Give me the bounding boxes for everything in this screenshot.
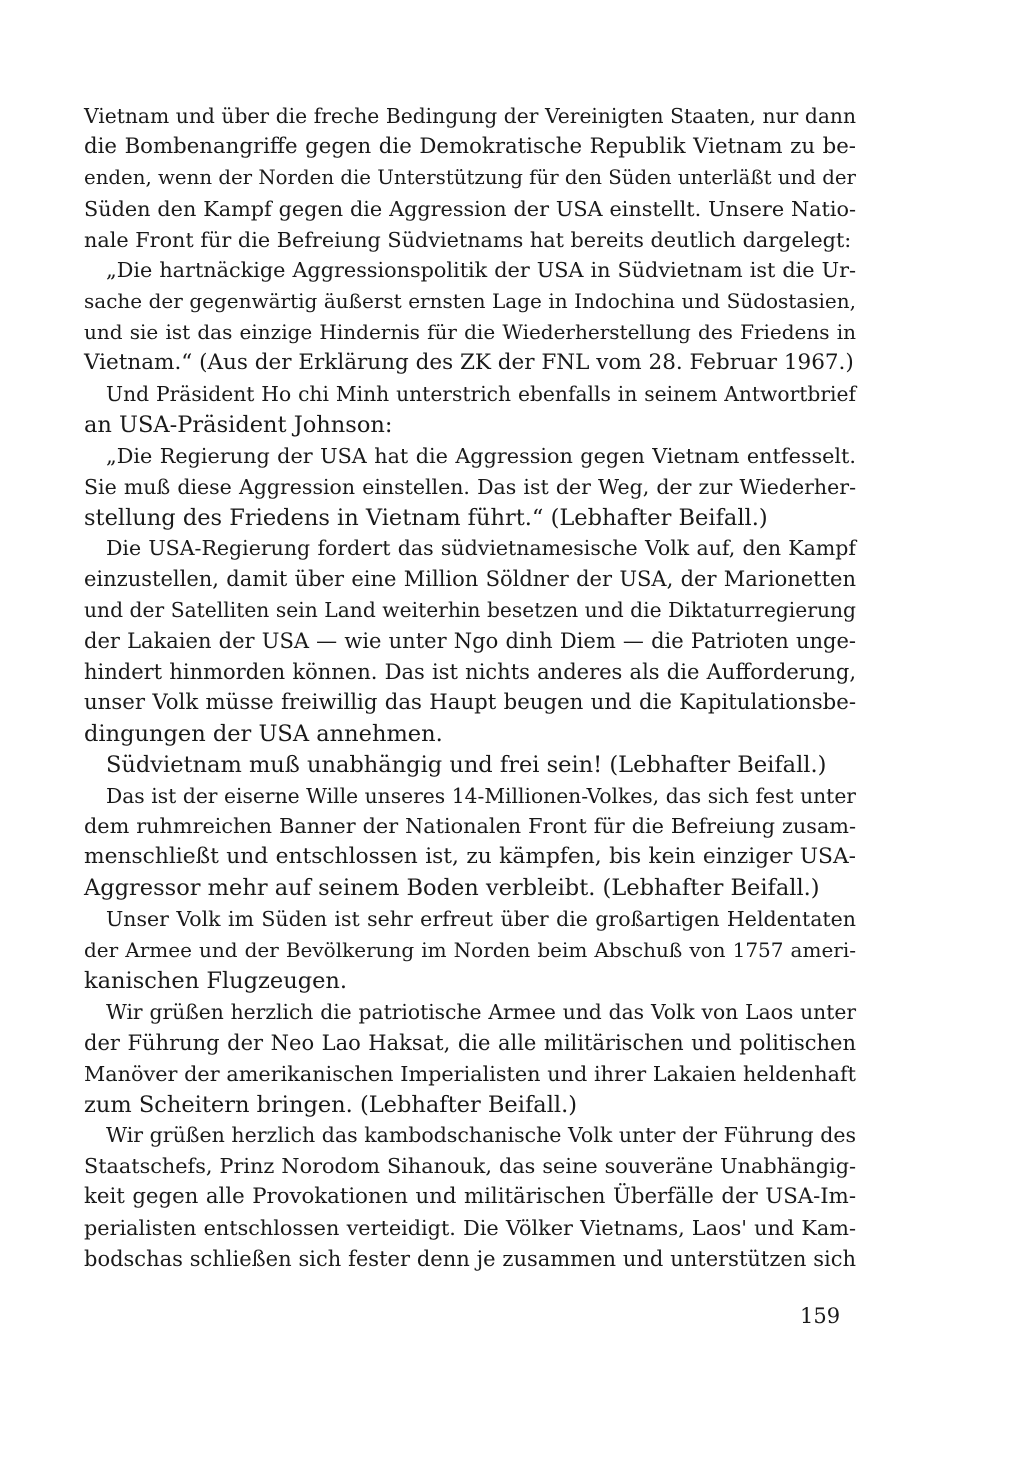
page-number: 159 bbox=[800, 1304, 841, 1328]
text-line: Sie muß diese Aggression einstellen. Das ist der Weg, der zur Wiederher- bbox=[84, 474, 856, 499]
text-line: unser Volk müsse freiwillig das Haupt beugen und die Kapitulationsbe- bbox=[84, 689, 856, 715]
text-line: kanischen Flugzeugen. bbox=[84, 967, 348, 994]
text-line: Wir grüßen herzlich die patriotische Armee und das Volk von Laos unter bbox=[106, 999, 856, 1024]
text-line: menschließt und entschlossen ist, zu kämpfen, bis kein einziger USA- bbox=[84, 844, 856, 870]
text-line: Unser Volk im Süden ist sehr erfreut über die großartigen Heldentaten bbox=[106, 907, 856, 932]
text-line: stellung des Friedens in Vietnam führt.“ (Lebhafter Beifall.) bbox=[84, 504, 768, 531]
text-line: Das ist der eiserne Wille unseres 14-Millionen-Volkes, das sich fest unter bbox=[106, 783, 856, 808]
text-line: „Die Regierung der USA hat die Aggression gegen Vietnam entfesselt. bbox=[106, 443, 856, 468]
text-line: Wir grüßen herzlich das kambodschanische Volk unter der Führung des bbox=[106, 1123, 856, 1148]
text-line: dingungen der USA annehmen. bbox=[84, 720, 443, 747]
text-line: keit gegen alle Provokationen und militärischen Überfälle der USA-Im- bbox=[84, 1184, 856, 1210]
text-line: der Armee und der Bevölkerung im Norden beim Abschuß von 1757 ameri- bbox=[84, 938, 856, 963]
text-line: Manöver der amerikanischen Imperialisten und ihrer Lakaien heldenhaft bbox=[84, 1061, 856, 1086]
text-line: zum Scheitern bringen. (Lebhafter Beifall.) bbox=[84, 1091, 578, 1118]
text-line: und sie ist das einzige Hindernis für die Wiederherstellung des Friedens in bbox=[84, 320, 856, 345]
text-line: Die USA-Regierung fordert das südvietnamesische Volk auf, den Kampf bbox=[106, 536, 856, 561]
text-line: einzustellen, damit über eine Million Söldner der USA, der Marionetten bbox=[84, 567, 856, 592]
text-line: der Lakaien der USA — wie unter Ngo dinh Diem — die Patrioten unge- bbox=[84, 629, 856, 654]
text-line: Vietnam.“ (Aus der Erklärung des ZK der FNL vom 28. Februar 1967.) bbox=[84, 350, 854, 376]
text-line: nale Front für die Befreiung Südvietnams hat bereits deutlich dargelegt: bbox=[84, 227, 852, 252]
text-line: perialisten entschlossen verteidigt. Die Völker Vietnams, Laos' und Kam- bbox=[84, 1216, 856, 1241]
text-line: Staatschefs, Prinz Norodom Sihanouk, das seine souveräne Unabhängig- bbox=[84, 1154, 856, 1179]
text-line: Vietnam und über die freche Bedingung der Vereinigten Staaten, nur dann bbox=[84, 104, 856, 128]
text-line: sache der gegenwärtig äußerst ernsten Lage in Indochina und Südostasien, bbox=[84, 289, 856, 314]
text-line: Und Präsident Ho chi Minh unterstrich ebenfalls in seinem Antwortbrief bbox=[106, 382, 856, 407]
text-line: bodschas schließen sich fester denn je zusammen und unterstützen sich bbox=[84, 1246, 856, 1271]
text-line: an USA-Präsident Johnson: bbox=[84, 411, 393, 438]
text-line: die Bombenangriffe gegen die Demokratische Republik Vietnam zu be- bbox=[84, 133, 856, 159]
text-line: Süden den Kampf gegen die Aggression der USA einstellt. Unsere Natio- bbox=[84, 196, 856, 221]
body-text bbox=[84, 101, 856, 1275]
text-line: hindert hinmorden können. Das ist nichts anderes als die Aufforderung, bbox=[84, 660, 856, 685]
text-line: und der Satelliten sein Land weiterhin besetzen und die Diktaturregierung bbox=[84, 598, 856, 623]
text-line: „Die hartnäckige Aggressionspolitik der USA in Südvietnam ist die Ur- bbox=[106, 258, 856, 283]
text-line: dem ruhmreichen Banner der Nationalen Front für die Befreiung zusam- bbox=[84, 814, 856, 839]
text-line: der Führung der Neo Lao Haksat, die alle militärischen und politischen bbox=[84, 1030, 856, 1055]
text-line: Aggressor mehr auf seinem Boden verbleibt. (Lebhafter Beifall.) bbox=[84, 875, 820, 902]
text-line: enden, wenn der Norden die Unterstützung für den Süden unterläßt und der bbox=[84, 165, 856, 189]
text-line: Südvietnam muß unabhängig und frei sein! (Lebhafter Beifall.) bbox=[106, 751, 827, 778]
